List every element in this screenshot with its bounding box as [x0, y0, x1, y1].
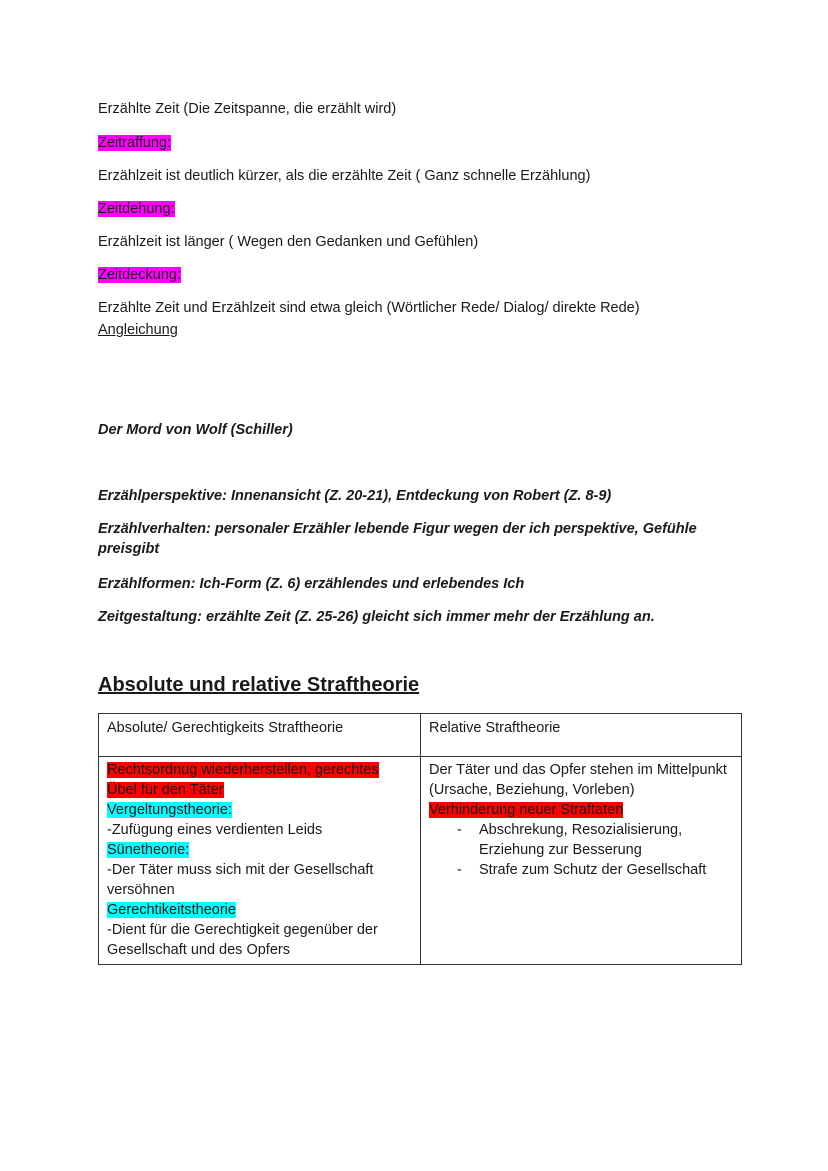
zeitdehung-label: Zeitdehung:: [98, 201, 175, 217]
table-body-row: [99, 757, 742, 965]
verhinderung-label: Verhinderung neuer Straftaten: [429, 802, 624, 818]
table-header-row: [99, 714, 742, 757]
vergeltung-label: Vergeltungstheorie:: [107, 802, 232, 818]
zeitdeckung-label: Zeitdeckung:: [98, 267, 182, 283]
relative-bullet-list: [429, 820, 733, 880]
zeitdeckung-text: Erzählte Zeit und Erzählzeit sind etwa gleich (Wörtlicher Rede/ Dialog/ direkte Rede): [98, 300, 640, 316]
red-highlight-line1: Rechtsordnug wiederherstellen, gerechtes: [107, 762, 379, 778]
col1-cell: [99, 757, 421, 965]
straftheorie-table: [98, 713, 742, 965]
col2-header: Relative Straftheorie: [421, 714, 742, 757]
erzaehlformen-text: Erzählformen: Ich-Form (Z. 6) erzählendes und erlebendes Ich: [98, 576, 525, 592]
vergeltung-text: -Zufügung eines verdienten Leids: [107, 822, 323, 838]
zeitgestaltung-text: Zeitgestaltung: erzählte Zeit (Z. 25-26) gleicht sich immer mehr der Erzählung an.: [98, 609, 655, 625]
relative-intro: Der Täter und das Opfer stehen im Mittelpunkt (Ursache, Beziehung, Vorleben): [429, 762, 727, 798]
erzaehlte-zeit-text: Erzählte Zeit (Die Zeitspanne, die erzählt wird): [98, 101, 397, 117]
erzaehlverhalten-text: Erzählverhalten: personaler Erzähler lebende Figur wegen der ich perspektive, Gefühle preisgibt: [98, 521, 697, 557]
mord-title: Der Mord von Wolf (Schiller): [98, 422, 293, 438]
angleichung-text: Angleichung: [98, 322, 178, 338]
suehne-text: -Der Täter muss sich mit der Gesellschaft versöhnen: [107, 862, 374, 898]
col2-cell: [421, 757, 742, 965]
col1-header: Absolute/ Gerechtigkeits Straftheorie: [99, 714, 421, 757]
gerechtigkeit-label: Gerechtikeitstheorie: [107, 902, 236, 918]
gerechtigkeit-text: -Dient für die Gerechtigkeit gegenüber der Gesellschaft und des Opfers: [107, 922, 378, 958]
list-item: - Abschrekung, Resozialisierung, Erziehung zur Besserung: [457, 820, 733, 860]
straftheorie-heading: Absolute und relative Straftheorie: [98, 674, 420, 696]
suehne-label: Sünetheorie:: [107, 842, 190, 858]
zeitdehung-text: Erzählzeit ist länger ( Wegen den Gedanken und Gefühlen): [98, 234, 479, 250]
zeitraffung-label: Zeitraffung:: [98, 135, 172, 151]
erzaehlperspektive-text: Erzählperspektive: Innenansicht (Z. 20-21), Entdeckung von Robert (Z. 8-9): [98, 488, 612, 504]
red-highlight-line2: Übel für den Täter: [107, 782, 224, 798]
zeitraffung-text: Erzählzeit ist deutlich kürzer, als die erzählte Zeit ( Ganz schnelle Erzählung): [98, 168, 591, 184]
list-item: - Strafe zum Schutz der Gesellschaft: [457, 860, 733, 880]
